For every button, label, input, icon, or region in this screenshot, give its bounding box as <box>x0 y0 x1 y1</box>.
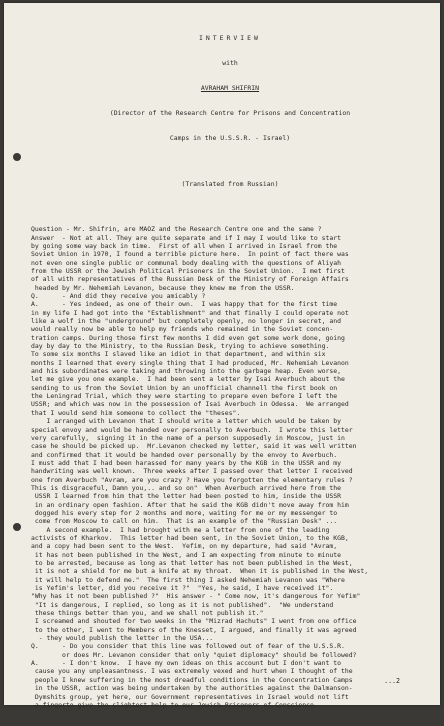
punch-hole <box>13 153 21 161</box>
body-line: of all with representatives of the Russian Desk of the Ministry of Foreign Affairs <box>31 275 349 284</box>
body-line: This is disgraceful, Damn you,.. and so on" When Averbuch arrived here from the <box>31 483 342 492</box>
body-line: Soviet Union in 1970, I found a terrible picture here. In point of fact there was <box>31 250 349 259</box>
body-line: very carefully, signing it in the name of a person supposedly in Moscow, just in <box>31 433 345 442</box>
body-line: day by day to the Ministry, to the Russian Desk, trying to achieve something. <box>31 342 330 351</box>
body-line: A. - Yes indeed, as one of their own. I was happy that for the first time <box>31 300 338 309</box>
body-line: the Leningrad Trial, which they were starting to prepare even before I left the <box>31 392 338 401</box>
body-line: dogged his every step for 2 months and more, waiting for me or my messenger to <box>31 508 338 517</box>
body-line: in an ordinary open fashion. After that he said the KGB didn't move away from him <box>31 500 349 509</box>
document-title: INTERVIEW <box>199 33 261 42</box>
body-line: A. - I don't know. I have my own ideas on this account but I don't want to <box>31 659 342 668</box>
document-page <box>4 3 440 709</box>
body-line: and his subordinates were taking and throwing into the garbage heap. Even worse, <box>31 367 342 376</box>
body-line: cause you any unpleasantness. I was extremely vexed and hurt when I thought of the <box>31 667 353 676</box>
body-line: I screamed and shouted for two weeks in the "Mizrad Hachuts" I went from one office <box>31 617 357 626</box>
body-line: Dymshits group, yet here, our Government representatives in Israel would not lift <box>31 692 349 701</box>
body-line: USSR I learned from him that the letter had been posted to him, inside the USSR <box>31 492 342 501</box>
body-line: one from Averbuch "Avram, are you crazy ? Have you forgotten the elementary rules ? <box>31 475 353 484</box>
body-line: in the USSR, action was being undertaken by the authorities against the Dalmanson- <box>31 684 353 693</box>
body-line: is Yefim's letter, did you receive it ?" "Yes, he said, I have received it". <box>31 584 334 593</box>
page-marker: ...2 <box>384 677 400 685</box>
translation-note: (Translated from Russian) <box>181 179 279 188</box>
interviewee-name: AVRAHAM SHIFRIN <box>200 83 260 92</box>
with-line: with <box>222 58 238 67</box>
body-line: not even one single public or communal body dealing with the questions of Aliyah <box>31 258 342 267</box>
body-line: to be arrested, because as long as that letter has not been published in the West, <box>31 559 353 567</box>
body-line: handwriting was well known. Three weeks after I passed over that letter I received <box>31 467 353 476</box>
body-line: tration camps. During those first few months I did even get some work done, going <box>31 333 345 342</box>
body-line: a fingerto give the slightest help to our Jewish Prisoners of Conscience. <box>31 700 318 709</box>
body-line: special envoy and would be handed over personally to Averbuch. I wrote this letter <box>31 425 353 434</box>
body-line: Answer - Not at all. They are quite separate and if I may I would like to start <box>31 233 342 242</box>
body-line: Q. - And did they receive you amicably ? <box>31 292 206 300</box>
body-line: activists of Kharkov. This letter had been sent, in the Soviet Union, to the KGB, <box>31 533 349 542</box>
body-line: like a wolf in the "underground" but completely openly, no longer in secret, and <box>31 317 342 326</box>
body-line: it is not a shield for me but a knife at my throat. When it is published in the West, <box>31 567 369 576</box>
body-line: would really now be able to help my friends who remained in the Soviet concen- <box>31 325 334 334</box>
body-line: I must add that I had been harassed for many years by the KGB in the USSR and my <box>31 458 342 467</box>
body-line: A second example. I had brought with me a letter from one of the leading <box>31 525 330 534</box>
body-line: by going some way back in time. First of all when I arrived in Israel from the <box>31 241 338 250</box>
subtitle-line-2: Camps in the U.S.S.R. - Israel) <box>169 133 291 142</box>
body-line: "Why has it not been published ?" His answer - " Come now, it's dangerous for Yefim" <box>31 592 361 601</box>
subtitle-line-1: (Director of the Research Centre for Prisons and Concentration <box>109 108 351 117</box>
body-line: Question - Mr. Shifrin, are MAOZ and the Research Centre one and the same ? <box>31 225 322 234</box>
body-line: and a copy had been sent to the West. Yefim, on my departure, had said "Avram, <box>31 542 338 551</box>
body-line: I arranged with Levanon that I should write a letter which would be taken by <box>31 417 342 426</box>
body-line: and confirmed that it would be handed over personally by the envoy to Averbuch. <box>31 450 338 459</box>
body-line: or does Mr. Levanon consider that only "quiet diplomacy" should be followed? <box>31 650 357 659</box>
body-line: case he should be picked up. Mr.Levanon checked my letter, said it was well written <box>31 442 357 451</box>
body-line: that I would send him someone to collect the "theses". <box>31 408 241 417</box>
body-line: months I learned that every single thing that I had produced, Mr. Nehemiah Levanon <box>31 358 349 367</box>
body-line: To some six months I slaved like an idiot in that department, and within six <box>31 350 326 359</box>
body-line: USSR; and which was now in the possession of Isai Averbuch in Odessa. We arranged <box>31 400 349 409</box>
body-line: come from Moscow to call on him. That is an example of the "Russian Desk" ... <box>31 517 338 526</box>
body-line: headed by Mr. Nehemiah Levanon, because they knew me from the USSR. <box>31 283 295 292</box>
punch-hole <box>13 523 21 531</box>
body-line: Q. - Do you consider that this line was followed out of fear of the U.S.S.R. <box>31 642 345 651</box>
body-line: from the USSR or the Jewish Political Prisoners in the Soviet Union. I met first <box>31 266 345 275</box>
body-line: "It is dangerous, I replied, so long as it is not published". "We understand <box>31 600 334 609</box>
document-body <box>31 17 429 726</box>
body-line: sending to us from the Soviet Union by an unofficial channell the first book on <box>31 383 338 392</box>
body-line: to the other, I went to Members of the Knesset, I argued, and finally it was agreed <box>31 625 357 634</box>
body-line: - they would publish the letter in the USA... <box>31 634 214 643</box>
body-line: it has not been published in the West, and I am expecting from minute to minute <box>31 550 342 559</box>
body-text <box>31 225 429 709</box>
body-line: these things better than you, and we shall not publish it." <box>31 609 264 618</box>
body-line: let me give you one example. I had been sent a letter by Isai Averbuch about the <box>31 375 345 384</box>
body-line: people I knew suffering in the most dreadful conditions in the Concentration Camps <box>31 675 353 684</box>
body-line: it will help to defend me." The first thing I asked Nehemiah Levanon was "Where <box>31 575 345 584</box>
body-line: in my life I had got into the "Establishment" and that finally I could operate not <box>31 308 349 317</box>
